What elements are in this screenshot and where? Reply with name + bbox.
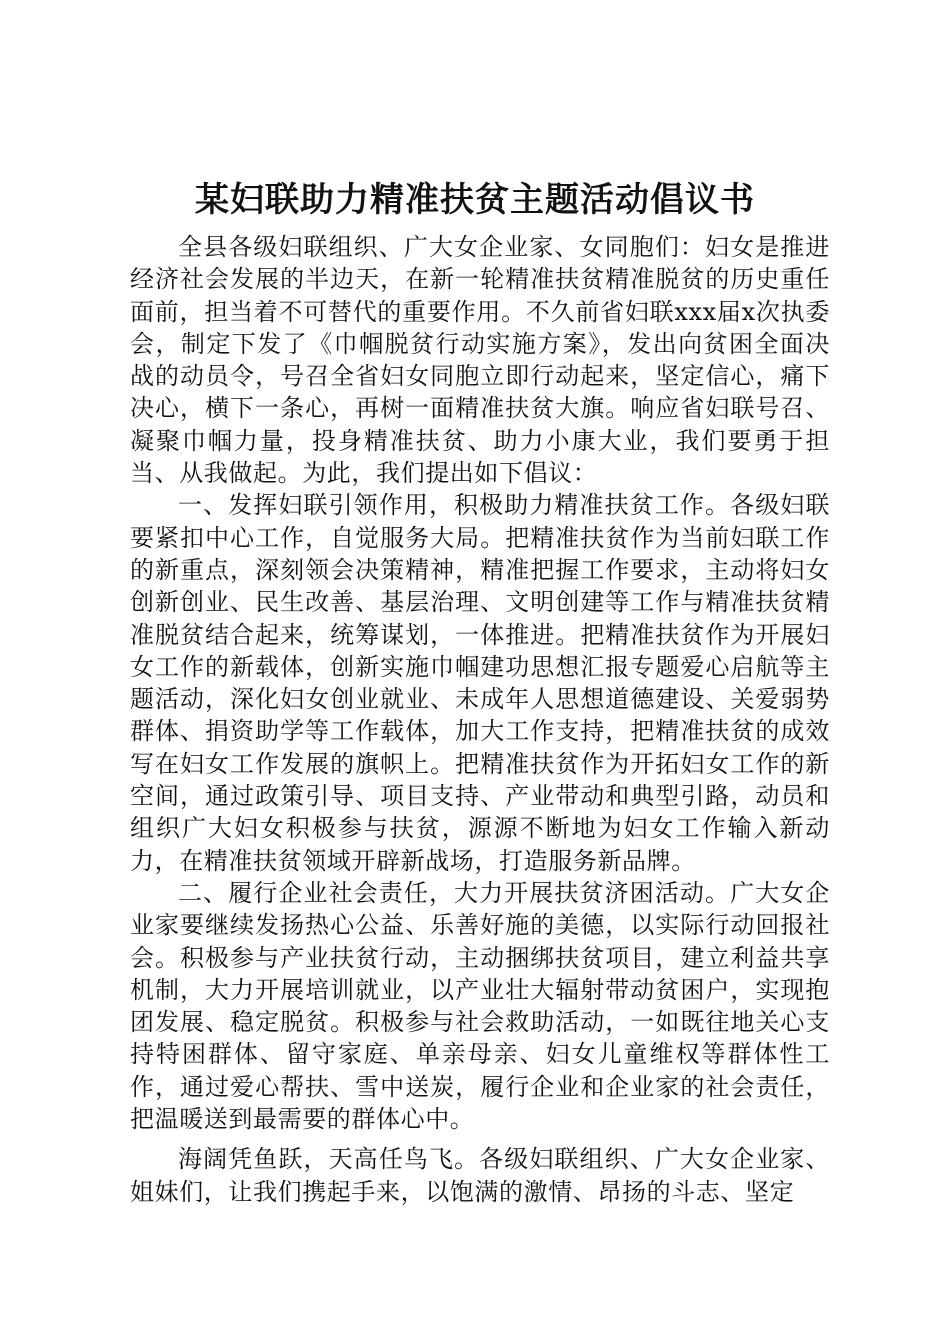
paragraph-closing: 海阔凭鱼跃，天高任鸟飞。各级妇联组织、广大女企业家、姐妹们，让我们携起手来，以饱满的激情、昂扬的斗志、坚定 bbox=[130, 1145, 830, 1206]
document-title: 某妇联助力精准扶贫主题活动倡议书 bbox=[195, 180, 755, 220]
paragraph-proposal-one: 一、发挥妇联引领作用，积极助力精准扶贫工作。各级妇联要紧扣中心工作，自觉服务大局。把精准扶贫作为当前妇联工作的新重点，深刻领会决策精神，精准把握工作要求，主动将妇女创新创业、民生改善、基层治理、文明创建等工作与精准扶贫精准脱贫结合起来，统筹谋划，一体推进。把精准扶贫作为开展妇女工作的新载体，创新实施巾帼建功思想汇报专题爱心启航等主题活动，深化妇女创业就业、未成年人思想道德建设、关爱弱势群体、捐资助学等工作载体，加大工作支持，把精准扶贫的成效写在妇女工作发展的旗帜上。把精准扶贫作为开拓妇女工作的新空间，通过政策引导、项目支持、产业带动和典型引路，动员和组织广大妇女积极参与扶贫，源源不断地为妇女工作输入新动力，在精准扶贫领域开辟新战场，打造服务新品牌。 bbox=[130, 491, 830, 875]
paragraph-proposal-two: 二、履行企业社会责任，大力开展扶贫济困活动。广大女企业家要继续发扬热心公益、乐善好施的美德，以实际行动回报社会。积极参与产业扶贫行动，主动捆绑扶贫项目，建立利益共享机制，大力开展培训就业，以产业壮大辐射带动贫困户，实现抱团发展、稳定脱贫。积极参与社会救助活动，一如既往地关心支持特困群体、留守家庭、单亲母亲、妇女儿童维权等群体性工作，通过爱心帮扶、雪中送炭，履行企业和企业家的社会责任，把温暖送到最需要的群体心中。 bbox=[130, 878, 830, 1134]
paragraph-greeting: 全县各级妇联组织、广大女企业家、女同胞们：妇女是推进经济社会发展的半边天，在新一轮精准扶贫精准脱贫的历史重任面前，担当着不可替代的重要作用。不久前省妇联xxx届x次执委会，制定下发了《巾帼脱贫行动实施方案》，发出向贫困全面决战的动员令，号召全省妇女同胞立即行动起来，坚定信心，痛下决心，横下一条心，再树一面精准扶贫大旗。响应省妇联号召、凝聚巾帼力量，投身精准扶贫、助力小康大业，我们要勇于担当、从我做起。为此，我们提出如下倡议： bbox=[130, 233, 830, 488]
document-body bbox=[130, 231, 830, 1208]
